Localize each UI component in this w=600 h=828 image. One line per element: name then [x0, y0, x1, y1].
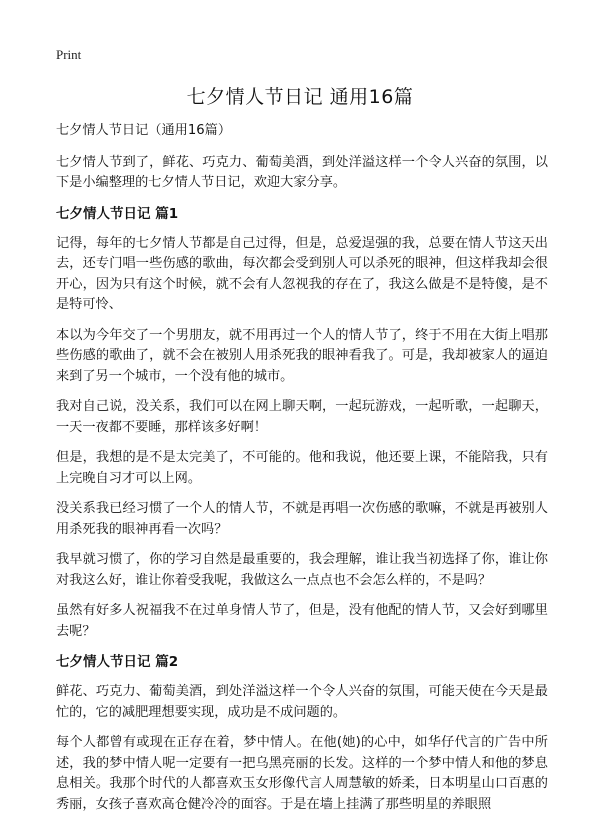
intro-paragraph: 七夕情人节到了，鲜花、巧克力、葡萄美酒，到处洋溢这样一个令人兴奋的氛围，以下是小编整理的七夕情人节日记，欢迎大家分享。 — [56, 154, 548, 190]
print-link[interactable]: Print — [56, 47, 82, 62]
section-heading-2: 七夕情人节日记 篇2 — [56, 654, 179, 670]
section-1-paragraph: 本以为今年交了一个男朋友，就不用再过一个人的情人节了，终于不用在大街上唱那些伤感的歌曲了，就不会在被别人用杀死我的眼神看我了。可是，我却被家人的逼迫来到了另一个城市，一个没有他的城市。 — [56, 327, 548, 384]
section-2-paragraph: 鲜花、巧克力、葡萄美酒，到处洋溢这样一个令人兴奋的氛围，可能天使在今天是最忙的，它的减肥理想要实现，成功是不成问题的。 — [56, 684, 548, 720]
page-title: 七夕情人节日记 通用16篇 — [186, 86, 414, 108]
article-body — [56, 121, 548, 825]
section-heading-1: 七夕情人节日记 篇1 — [56, 205, 179, 222]
section-1-paragraph: 我早就习惯了，你的学习自然是最重要的，我会理解，谁让我当初选择了你，谁让你对我这么好，谁让你着受我呢，我做这么一点点也不会怎么样的，不是吗？ — [56, 552, 548, 588]
section-1-paragraph: 记得，每年的七夕情人节都是自己过得，但是，总爱逞强的我，总要在情人节这天出去，还专门唱一些伤感的歌曲，每次都会受到别人可以杀死的眼神，但这样我却会很开心，因为只有这个时候，就不会有人忽视我的存在了，我这么做是不是特傻，是不是特可怜、 — [56, 235, 548, 312]
section-1-paragraph: 虽然有好多人祝福我不在过单身情人节了，但是，没有他配的情人节，又会好到哪里去呢？ — [56, 603, 548, 639]
article-subtitle: 七夕情人节日记（通用16篇） — [56, 123, 232, 138]
section-1-paragraph: 没关系我已经习惯了一个人的情人节，不就是再唱一次伤感的歌嘛，不就是再被别人用杀死我的眼神再看一次吗？ — [56, 501, 548, 537]
section-2-paragraph: 每个人都曾有或现在正存在着，梦中情人。在他(她)的心中，如华仔代言的广告中所述，我的梦中情人呢一定要有一把乌黑亮丽的长发。这样的一个梦中情人和他的梦息息相关。我那个时代的人都喜欢玉女形像代言人周慧敏的娇柔，日本明星山口百惠的秀丽，女孩子喜欢高仓健冷冷的面容。于是在墙上挂满了那些明星的养眼照 — [56, 735, 548, 812]
section-1-paragraph: 但是，我想的是不是太完美了，不可能的。他和我说，他还要上课，不能陪我，只有上完晚自习才可以上网。 — [56, 450, 548, 486]
section-1-paragraph: 我对自己说，没关系，我们可以在网上聊天啊，一起玩游戏，一起听歌，一起聊天，一天一夜都不要睡，那样该多好啊！ — [56, 399, 548, 435]
